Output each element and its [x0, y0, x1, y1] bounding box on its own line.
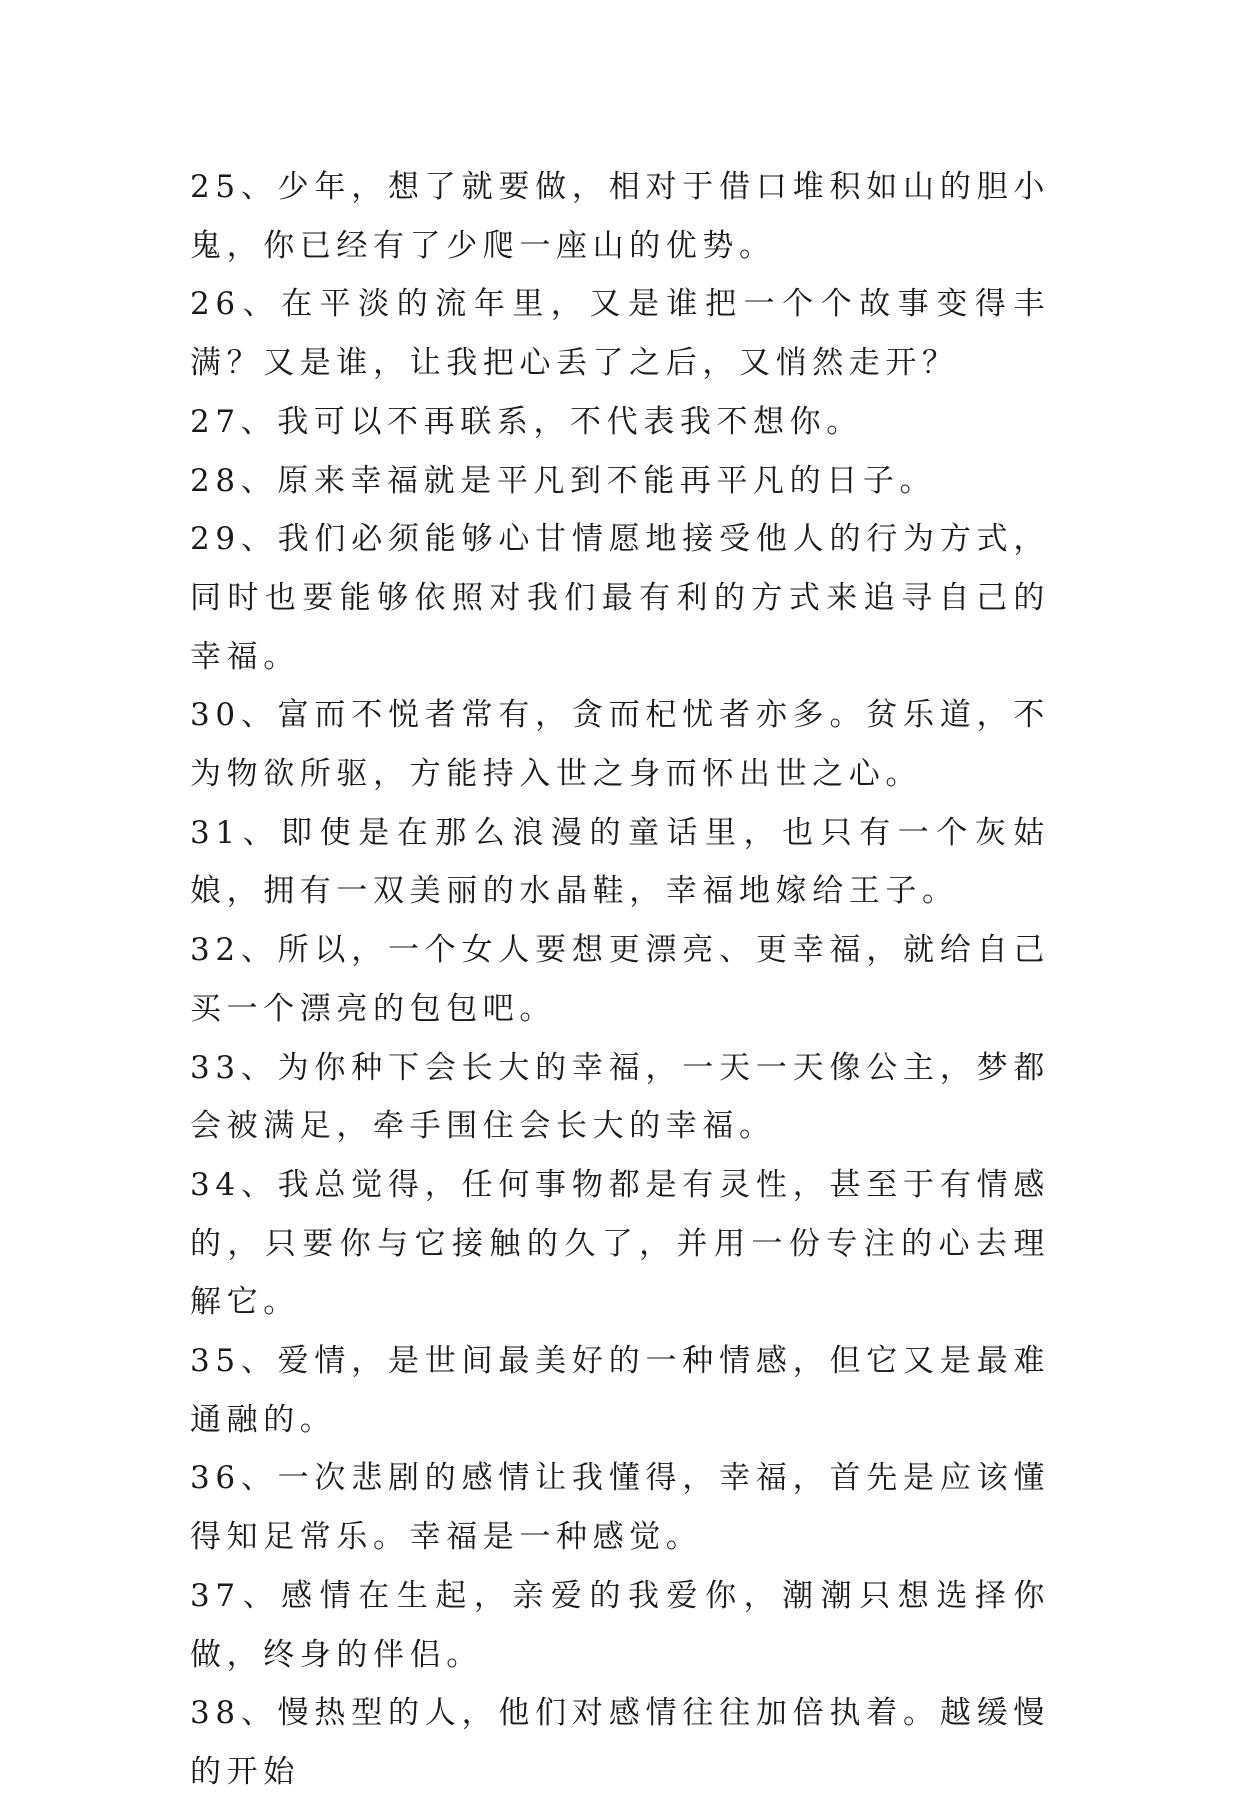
paragraph-32: 32、所以，一个女人要想更漂亮、更幸福，就给自己买一个漂亮的包包吧。: [190, 932, 1050, 1027]
paragraph-28: 28、原来幸福就是平凡到不能再平凡的日子。: [190, 462, 937, 499]
document-body: [190, 158, 1050, 1802]
paragraph-38: 38、慢热型的人，他们对感情往往加倍执着。越缓慢的开始: [190, 1695, 1050, 1790]
paragraph-27: 27、我可以不再联系，不代表我不想你。: [190, 403, 863, 440]
paragraph-26: 26、在平淡的流年里，又是谁把一个个故事变得丰满？又是谁，让我把心丢了之后，又悄然走开？: [190, 286, 1050, 382]
paragraph-25: 25、少年，想了就要做，相对于借口堆积如山的胆小鬼，你已经有了少爬一座山的优势。: [190, 169, 1050, 264]
paragraph-33: 33、为你种下会长大的幸福，一天一天像公主，梦都会被满足，牵手围住会长大的幸福。: [190, 1049, 1050, 1145]
paragraph-30: 30、富而不悦者常有，贪而杞忧者亦多。贫乐道，不为物欲所驱，方能持入世之身而怀出世之心。: [190, 697, 1050, 793]
paragraph-29: 29、我们必须能够心甘情愿地接受他人的行为方式，同时也要能够依照对我们最有利的方式来追寻自己的幸福。: [190, 521, 1050, 675]
paragraph-35: 35、爱情，是世间最美好的一种情感，但它又是最难通融的。: [190, 1343, 1050, 1438]
paragraph-36: 36、一次悲剧的感情让我懂得，幸福，首先是应该懂得知足常乐。幸福是一种感觉。: [190, 1460, 1050, 1556]
paragraph-34: 34、我总觉得，任何事物都是有灵性，甚至于有情感的，只要你与它接触的久了，并用一份专注的心去理解它。: [190, 1166, 1050, 1321]
paragraph-37: 37、感情在生起，亲爱的我爱你，潮潮只想选择你做，终身的伴侣。: [190, 1577, 1050, 1673]
paragraph-31: 31、即使是在那么浪漫的童话里，也只有一个灰姑娘，拥有一双美丽的水晶鞋，幸福地嫁给王子。: [190, 814, 1050, 910]
